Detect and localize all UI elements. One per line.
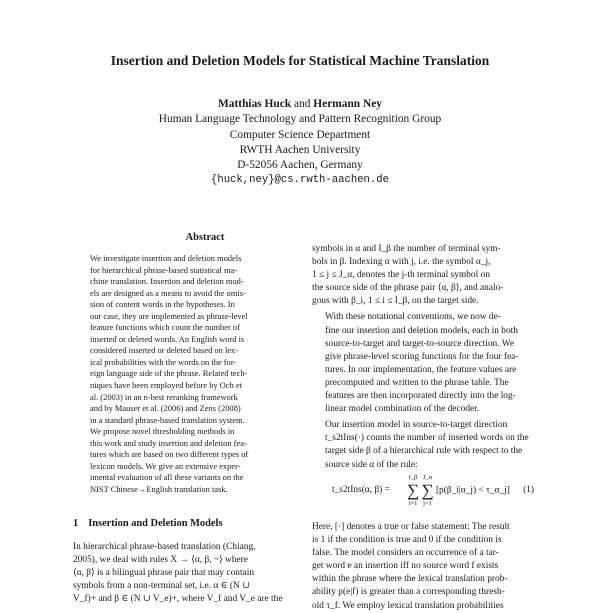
abstract-line: imental evaluation of all these variants on the — [90, 472, 244, 483]
abstract-line: We investigate insertion and deletion models — [90, 253, 242, 263]
body-line: linear model combination of the decoder. — [325, 404, 480, 415]
body-line: fine our insertion and deletion models, each in both — [325, 325, 518, 336]
abstract-line: ical probabilities with the words on the for- — [90, 356, 237, 367]
body-line: symbols from a non-terminal set, i.e. α ∈ (N ∪ — [73, 581, 250, 591]
sum-sign: ∑ — [407, 481, 420, 500]
body-line: 2005), we deal with rules X → ⟨α, β, ~⟩ where — [73, 555, 248, 565]
abstract-line: inserted or deleted words. An English word is — [90, 333, 245, 344]
body-line: target side β of a hierarchical rule with respect to the — [325, 446, 523, 457]
abstract-line: considered inserted or deleted based on lex- — [90, 345, 239, 356]
abstract-line: chine translation. Insertion and deletion mod- — [90, 276, 244, 287]
body-line: symbols in α and I_β the number of terminal sym- — [312, 244, 501, 254]
author-second: Hermann Ney — [313, 98, 382, 110]
abstract-line: niques have been employed before by Och et — [90, 380, 243, 391]
abstract-line: els are designed as a means to avoid the omis- — [90, 287, 246, 298]
sum-lower-limit: j=1 — [423, 500, 432, 507]
paragraph — [312, 419, 534, 471]
body-line: bols in β. Indexing α with j, i.e. the symbol α_j, — [312, 257, 491, 268]
body-line: give phrase-level scoring functions for the four fea- — [325, 351, 519, 362]
author-conjunction: and — [293, 98, 311, 110]
sum-lower-limit: i=1 — [408, 500, 418, 507]
affiliation-line: RWTH Aachen University — [239, 143, 361, 156]
body-line: the source side of the phrase pair ⟨α, β⟩, and analo- — [312, 283, 504, 294]
body-line: 1 ≤ j ≤ J_α, denotes the j-th terminal symbol on — [312, 270, 490, 281]
right-column-top — [312, 243, 534, 472]
abstract-body — [90, 253, 322, 495]
body-line: Here, [·] denotes a true or false statement: The result — [312, 522, 510, 532]
section-title: Insertion and Deletion Models — [88, 518, 223, 529]
sum-upper-limit: I_β — [408, 474, 418, 481]
abstract-line: tures which are based on two different types of — [90, 449, 249, 460]
equation-rhs — [407, 473, 510, 508]
author-first: Matthias Huck — [218, 98, 292, 110]
author-block — [0, 97, 600, 189]
sum-sign: ∑ — [421, 481, 434, 500]
abstract-line: in a standard phrase-based translation system. — [90, 414, 245, 425]
body-line: Our insertion model in source-to-target direction — [325, 420, 508, 431]
abstract-line: for hierarchical phrase-based statistical ma- — [90, 264, 238, 275]
body-line: With these notational conventions, we now de- — [325, 312, 501, 323]
body-line: ability p(e|f) is greater than a corresponding thresh- — [312, 587, 505, 598]
paper-title: Insertion and Deletion Models for Statistical Machine Translation — [110, 53, 490, 68]
abstract-line: NIST Chinese→English translation task. — [90, 483, 228, 494]
body-line: precomputed and written to the phrase table. The — [325, 377, 509, 388]
affiliation-line: D-52056 Aachen, Germany — [237, 159, 363, 172]
outer-sum — [407, 473, 419, 508]
paragraph — [312, 521, 534, 613]
body-line: false. The model considers an occurrence of a tar- — [312, 548, 499, 559]
affiliation-line: Human Language Technology and Pattern Recognition Group — [158, 113, 442, 126]
body-line: V_f)+ and β ∈ (N ∪ V_e)+, where V_f and V_e are the — [73, 594, 283, 604]
paragraph — [312, 243, 534, 308]
section-body — [73, 541, 307, 606]
equation-1 — [312, 473, 534, 513]
abstract-line: our case, they are implemented as phrase-level — [90, 310, 248, 321]
author-email: {huck,ney}@cs.rwth-aachen.de — [210, 174, 389, 187]
body-line: get word e an insertion iff no source word f exists — [312, 561, 499, 572]
abstract-line: eign language side of the phrase. Related tech- — [90, 368, 248, 379]
abstract-line: and by Mauser et al. (2006) and Zens (2008) — [90, 403, 241, 414]
body-line: is 1 if the condition is true and 0 if the condition is — [312, 535, 502, 546]
body-line: old τ_f. We employ lexical translation probabilities — [312, 600, 504, 611]
abstract-line: sion of content words in the hypotheses. In — [90, 299, 235, 310]
sum-upper-limit: J_α — [422, 474, 433, 481]
section-heading — [73, 518, 222, 529]
section-number: 1 — [73, 518, 79, 529]
paragraph — [312, 311, 534, 416]
inner-sum — [421, 473, 433, 508]
abstract-heading: Abstract — [185, 232, 225, 243]
affiliation-line: Computer Science Department — [229, 128, 371, 141]
equation-body: [p(β_i|α_j) < τ_α_j] — [435, 485, 510, 496]
authors — [0, 97, 600, 112]
body-line: t_s2tIns(·) counts the number of inserted words on the — [325, 433, 529, 444]
body-line: features are then incorporated directly into the log- — [325, 391, 516, 402]
body-line: source side α of the rule: — [325, 459, 418, 470]
abstract-line: feature functions which count the number of — [90, 322, 240, 333]
equation-lhs: t_s2tIns(α, β) = — [332, 485, 390, 495]
equation-number: (1) — [523, 485, 534, 495]
abstract-line: lexicon models. We give an extensive exper- — [90, 460, 241, 471]
body-line: tures. In our implementation, the feature values are — [325, 364, 517, 375]
right-column-bottom — [312, 521, 534, 613]
abstract-line: We propose novel thresholding methods in — [90, 426, 235, 437]
body-line: source-to-target and target-to-source direction. We — [325, 338, 515, 349]
body-line: In hierarchical phrase-based translation (Chiang, — [73, 542, 256, 552]
body-line: within the phrase where the lexical translation prob- — [312, 574, 508, 585]
abstract-line: this work and study insertion and deletion fea- — [90, 437, 247, 448]
body-line: ⟨α, β⟩ is a bilingual phrase pair that may contain — [73, 568, 255, 578]
abstract-line: al. (2003) in an n-best reranking framework — [90, 391, 238, 402]
body-line: gous with β_i, 1 ≤ i ≤ I_β, on the target side. — [312, 296, 479, 307]
